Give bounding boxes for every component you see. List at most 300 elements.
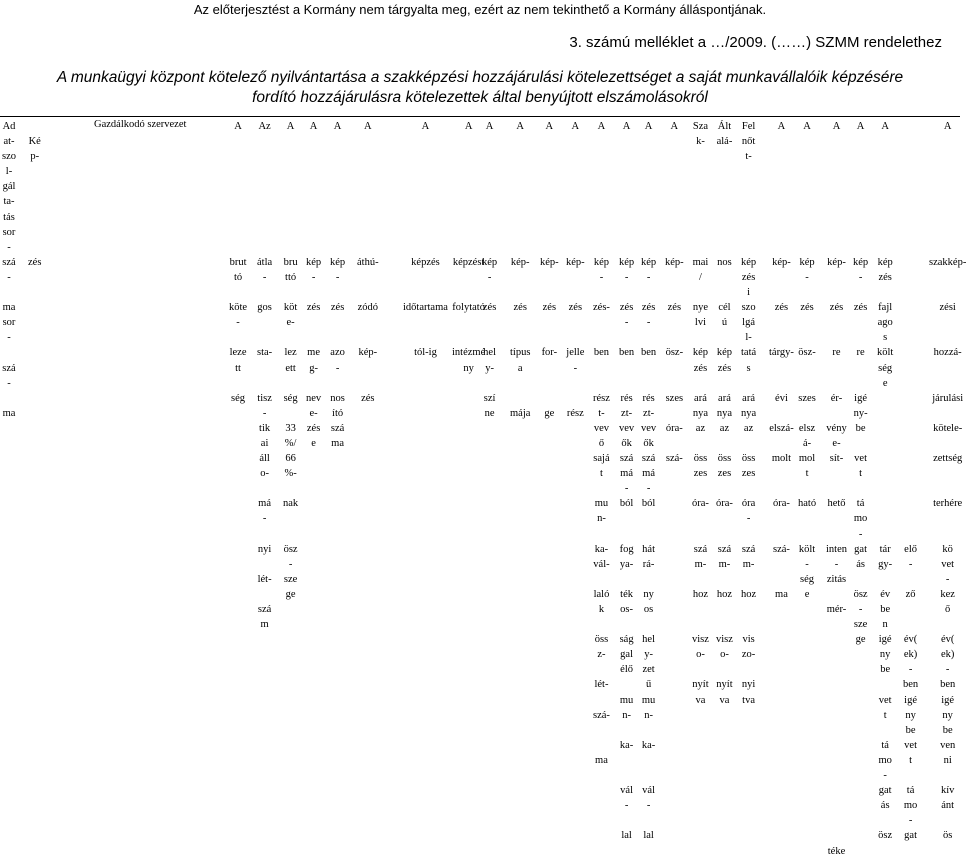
cell-text: - xyxy=(7,241,11,253)
cell-text xyxy=(619,723,634,738)
cell-text: tól-ig xyxy=(414,347,437,359)
cell-text: z- xyxy=(597,649,606,661)
cell-text: tik xyxy=(259,422,271,434)
table-column-22 xyxy=(798,119,816,602)
cell-text xyxy=(283,134,298,149)
cell-text: A xyxy=(516,121,524,132)
cell-text: szá xyxy=(2,256,16,268)
cell-text: tt xyxy=(235,362,241,374)
cell-text: má xyxy=(642,468,655,480)
cell-text: va xyxy=(719,694,730,706)
cell-text: molt xyxy=(771,453,792,465)
cell-text: költ xyxy=(877,347,894,359)
cell-text xyxy=(540,134,559,149)
cell-text xyxy=(403,179,448,194)
cell-text xyxy=(826,693,847,708)
cell-text xyxy=(665,134,684,149)
cell-text xyxy=(716,572,733,587)
cell-text: A xyxy=(622,121,631,132)
cell-text xyxy=(716,179,733,194)
cell-text: zés xyxy=(667,302,682,314)
cell-text: á- xyxy=(802,437,812,449)
cell-text xyxy=(619,225,634,240)
cell-text xyxy=(482,285,497,300)
table-column-0 xyxy=(2,119,16,421)
cell-text xyxy=(593,572,610,587)
cell-text xyxy=(853,481,868,496)
cell-text xyxy=(903,210,918,225)
cell-text xyxy=(903,602,918,617)
cell-text xyxy=(283,511,298,526)
cell-text: ő xyxy=(945,604,951,615)
cell-text: zitás xyxy=(826,573,847,585)
cell-text xyxy=(903,391,918,406)
cell-text xyxy=(510,149,530,164)
cell-text: p- xyxy=(30,151,40,163)
cell-text: lez xyxy=(284,347,297,359)
cell-text: ka- xyxy=(641,739,656,751)
cell-text xyxy=(641,572,656,587)
cell-text: sze xyxy=(283,573,298,585)
cell-text: ett xyxy=(285,362,296,374)
cell-text xyxy=(826,210,847,225)
table-column-16 xyxy=(641,119,656,844)
cell-text xyxy=(593,376,610,391)
cell-text xyxy=(593,285,610,300)
cell-text: Ált xyxy=(717,121,732,132)
cell-text: ago xyxy=(877,317,893,329)
cell-text xyxy=(257,164,272,179)
cell-text xyxy=(826,783,847,798)
cell-text xyxy=(769,361,794,376)
cell-text xyxy=(357,330,379,345)
cell-text xyxy=(566,240,585,255)
cell-text xyxy=(593,210,610,225)
cell-text: igé xyxy=(854,392,867,404)
cell-text xyxy=(692,527,709,542)
cell-text xyxy=(826,361,847,376)
cell-text xyxy=(903,179,918,194)
cell-text xyxy=(692,240,709,255)
cell-text: n- xyxy=(622,709,631,721)
cell-text: szá xyxy=(641,453,656,465)
cell-text: leze xyxy=(229,347,247,359)
cell-text xyxy=(826,179,847,194)
cell-text: e- xyxy=(309,407,318,419)
cell-text xyxy=(306,194,321,209)
cell-text: Ké xyxy=(28,136,41,148)
cell-text: az xyxy=(719,422,730,434)
cell-text: gat xyxy=(878,785,892,797)
cell-text xyxy=(929,617,966,632)
cell-text xyxy=(903,119,918,134)
cell-text xyxy=(306,376,321,391)
cell-text: zés xyxy=(28,256,42,268)
cell-text: - xyxy=(599,271,604,283)
cell-text xyxy=(929,225,966,240)
cell-text: 66 xyxy=(285,453,296,465)
cell-text xyxy=(665,149,684,164)
cell-text: nye xyxy=(692,302,709,314)
cell-text xyxy=(741,481,756,496)
cell-text: igé xyxy=(941,694,955,706)
cell-text: zés xyxy=(800,302,814,314)
cell-text: vev xyxy=(619,422,635,434)
cell-text xyxy=(716,511,733,526)
cell-text xyxy=(306,134,321,149)
cell-text: képzést xyxy=(452,256,485,268)
cell-text xyxy=(853,134,868,149)
cell-text xyxy=(566,164,585,179)
cell-text xyxy=(853,376,868,391)
cell-text xyxy=(619,179,634,194)
cell-text: ű xyxy=(645,679,652,691)
cell-text xyxy=(769,149,794,164)
cell-text xyxy=(257,376,272,391)
cell-text: zés xyxy=(306,422,321,434)
cell-text: időtartama xyxy=(403,302,448,314)
cell-text xyxy=(330,225,345,240)
cell-text xyxy=(619,677,634,692)
cell-text: / xyxy=(699,271,702,283)
cell-text: ösz xyxy=(853,588,868,600)
cell-text: mo xyxy=(903,800,918,812)
cell-text: A xyxy=(856,121,865,132)
cell-text: ny xyxy=(463,362,474,374)
cell-text: tisz xyxy=(257,392,272,404)
cell-text: - xyxy=(624,317,629,329)
cell-text xyxy=(510,270,530,285)
cell-text xyxy=(619,330,634,345)
cell-text xyxy=(716,164,733,179)
cell-text xyxy=(826,481,847,496)
cell-text xyxy=(330,194,345,209)
cell-text: szá- xyxy=(665,453,683,465)
cell-text xyxy=(510,391,530,406)
cell-text: hozzá- xyxy=(933,347,962,359)
cell-text: zes xyxy=(693,468,708,480)
cell-text xyxy=(540,330,559,345)
cell-text: tá xyxy=(906,785,915,797)
cell-text: A xyxy=(421,121,430,132)
cell-text: év( xyxy=(940,634,955,646)
cell-text: tatá xyxy=(741,347,757,359)
cell-text xyxy=(692,210,709,225)
cell-text xyxy=(229,330,247,345)
cell-text xyxy=(769,240,794,255)
cell-text xyxy=(798,164,816,179)
cell-text xyxy=(28,376,41,391)
cell-text: lal xyxy=(621,830,632,842)
cell-text: tá xyxy=(881,739,889,751)
cell-text: áll xyxy=(259,453,270,465)
cell-text: óra- xyxy=(716,498,733,510)
cell-text xyxy=(798,225,816,240)
cell-text: - xyxy=(288,558,293,570)
cell-text xyxy=(593,240,610,255)
cell-text: lal xyxy=(643,830,654,842)
cell-text xyxy=(665,240,684,255)
cell-text xyxy=(2,285,16,300)
cell-text xyxy=(716,376,733,391)
cell-text xyxy=(566,270,585,285)
cell-text: A xyxy=(777,121,786,132)
cell-text: a xyxy=(517,362,523,374)
cell-text xyxy=(593,315,610,330)
cell-text xyxy=(566,315,585,330)
cell-text: ará xyxy=(694,392,707,404)
cell-text xyxy=(452,330,485,345)
cell-text xyxy=(593,225,610,240)
cell-text xyxy=(357,270,379,285)
cell-text xyxy=(798,194,816,209)
cell-text xyxy=(716,617,733,632)
cell-text xyxy=(769,436,794,451)
cell-text xyxy=(357,315,379,330)
cell-text xyxy=(257,179,272,194)
cell-text xyxy=(903,527,918,542)
cell-text xyxy=(452,149,485,164)
cell-text xyxy=(482,164,497,179)
cell-text xyxy=(741,617,756,632)
cell-text xyxy=(283,240,298,255)
cell-text: ma xyxy=(595,754,608,766)
cell-text: - xyxy=(624,483,629,495)
cell-text xyxy=(482,376,497,391)
cell-text xyxy=(929,436,966,451)
cell-text: fog xyxy=(619,543,634,555)
cell-text xyxy=(769,466,794,481)
cell-text: nak xyxy=(283,498,299,510)
cell-text: - xyxy=(858,271,863,283)
cell-text: - xyxy=(805,271,809,283)
cell-text xyxy=(903,376,918,391)
cell-text xyxy=(741,210,756,225)
cell-text xyxy=(257,134,272,149)
cell-text: hel xyxy=(483,347,496,359)
cell-text xyxy=(593,330,610,345)
cell-text xyxy=(306,149,321,164)
cell-text xyxy=(593,617,610,632)
cell-text xyxy=(826,632,847,647)
cell-text: A xyxy=(464,121,473,132)
cell-text xyxy=(798,361,816,376)
cell-text xyxy=(853,361,868,376)
cell-text xyxy=(903,361,918,376)
cell-text xyxy=(540,240,559,255)
cell-text xyxy=(877,406,893,421)
cell-text xyxy=(853,572,868,587)
table-column-21 xyxy=(769,119,794,602)
cell-text xyxy=(28,194,41,209)
cell-text xyxy=(716,194,733,209)
cell-text xyxy=(826,828,847,843)
cell-text xyxy=(593,723,610,738)
cell-text: n- xyxy=(644,709,653,721)
cell-text: l- xyxy=(745,332,752,344)
cell-text: má xyxy=(258,498,271,510)
header-organization: Gazdálkodó szervezet xyxy=(94,119,187,130)
cell-text xyxy=(798,527,816,542)
cell-text: ek) xyxy=(940,649,955,661)
cell-text xyxy=(665,179,684,194)
cell-text xyxy=(403,240,448,255)
cell-text: A xyxy=(881,121,889,132)
cell-text: zés xyxy=(774,302,789,314)
cell-text: zés xyxy=(741,271,756,283)
cell-text xyxy=(257,149,272,164)
cell-text: öss xyxy=(594,634,609,646)
cell-text: lét- xyxy=(594,679,609,691)
cell-text: be xyxy=(880,604,891,615)
cell-text xyxy=(452,194,485,209)
cell-text xyxy=(741,164,756,179)
cell-text xyxy=(929,240,966,255)
cell-text xyxy=(452,270,485,285)
table-column-24 xyxy=(853,119,868,647)
cell-text xyxy=(665,225,684,240)
cell-text xyxy=(877,481,893,496)
cell-text xyxy=(641,164,656,179)
cell-text: szo xyxy=(2,151,16,163)
table-column-26 xyxy=(903,119,918,844)
cell-text xyxy=(306,164,321,179)
cell-text: y- xyxy=(485,362,494,374)
cell-text xyxy=(306,210,321,225)
cell-text: évi xyxy=(775,392,788,404)
cell-text xyxy=(283,179,298,194)
cell-text: nya xyxy=(692,407,709,419)
cell-text xyxy=(853,179,868,194)
cell-text: m- xyxy=(718,558,731,570)
cell-text xyxy=(593,179,610,194)
cell-text xyxy=(510,376,530,391)
document-title: A munkaügyi központ kötelező nyilvántartása a szakképzési hozzájárulási kötelezettséget a saját munkavállalóik képzésére fordító hozzájárulásra kötelezettek által benyújtott elszámolásokról xyxy=(56,69,904,106)
cell-text: terhére xyxy=(933,498,963,510)
cell-text: e xyxy=(882,377,888,389)
cell-text xyxy=(929,194,966,209)
cell-text: kív xyxy=(940,785,955,797)
cell-text xyxy=(28,210,41,225)
cell-text xyxy=(903,496,918,511)
cell-text xyxy=(619,527,634,542)
cell-text: vev xyxy=(593,422,610,434)
cell-text: nyít xyxy=(716,679,733,691)
cell-text: vet xyxy=(941,558,955,570)
cell-text: vet xyxy=(854,453,867,465)
cell-text: - xyxy=(646,317,651,329)
cell-text: gat xyxy=(904,830,917,842)
cell-text: nev xyxy=(306,392,322,404)
cell-text xyxy=(540,164,559,179)
cell-text: ból xyxy=(619,498,634,510)
cell-text xyxy=(330,285,345,300)
cell-text xyxy=(330,149,345,164)
cell-text: kép xyxy=(482,256,498,268)
cell-text: sít- xyxy=(829,453,844,465)
cell-text xyxy=(28,225,41,240)
cell-text xyxy=(903,225,918,240)
cell-text xyxy=(619,240,634,255)
cell-text: zés xyxy=(542,302,557,314)
cell-text xyxy=(826,527,847,542)
cell-text: tva xyxy=(742,694,755,706)
cell-text xyxy=(826,587,847,602)
cell-text xyxy=(540,315,559,330)
cell-text xyxy=(357,361,379,376)
cell-text: óra- xyxy=(692,498,709,510)
cell-text: kép- xyxy=(540,256,559,268)
cell-text: ben xyxy=(940,679,956,691)
cell-text xyxy=(877,436,893,451)
cell-text: óra- xyxy=(772,498,790,510)
cell-text xyxy=(28,421,41,436)
cell-text: t xyxy=(909,754,913,766)
cell-text xyxy=(929,149,966,164)
cell-text: intézmé xyxy=(452,347,486,359)
cell-text: gos xyxy=(257,302,272,314)
cell-text: zés xyxy=(361,392,375,404)
cell-text: o- xyxy=(696,649,705,661)
cell-text xyxy=(929,813,966,828)
cell-text xyxy=(826,466,847,481)
cell-text: kez xyxy=(940,588,955,600)
cell-text: be xyxy=(942,724,953,736)
table-column-18 xyxy=(692,119,709,708)
cell-text: inten xyxy=(826,543,847,555)
cell-text xyxy=(716,149,733,164)
cell-text xyxy=(619,813,634,828)
cell-text xyxy=(826,813,847,828)
cell-text xyxy=(716,481,733,496)
cell-text: k xyxy=(598,604,605,615)
cell-text: - xyxy=(858,528,863,540)
cell-text xyxy=(330,240,345,255)
cell-text: ka- xyxy=(619,739,634,751)
cell-text: rész xyxy=(593,392,610,404)
cell-text xyxy=(929,406,966,421)
cell-text: %- xyxy=(284,468,297,480)
cell-text: kép xyxy=(799,256,815,268)
cell-text: ból xyxy=(641,498,656,510)
cell-text: nyi xyxy=(257,543,272,555)
cell-text: ny xyxy=(879,649,891,661)
cell-text xyxy=(28,164,41,179)
cell-text xyxy=(257,285,272,300)
cell-text: mu xyxy=(619,694,634,706)
cell-text xyxy=(593,149,610,164)
cell-text: ösz xyxy=(878,830,893,842)
cell-text: - xyxy=(262,271,267,283)
cell-text xyxy=(229,210,247,225)
cell-text: zes xyxy=(741,468,756,480)
cell-text: kép xyxy=(692,347,709,359)
cell-text xyxy=(482,225,497,240)
cell-text: ma xyxy=(775,588,788,600)
cell-text xyxy=(357,210,379,225)
cell-text xyxy=(929,134,966,149)
cell-text xyxy=(692,164,709,179)
cell-text xyxy=(566,225,585,240)
cell-text: vev xyxy=(641,422,657,434)
cell-text xyxy=(452,315,485,330)
cell-text: - xyxy=(858,604,863,615)
table-column-25 xyxy=(877,119,893,844)
cell-text: t xyxy=(883,709,887,721)
cell-text: - xyxy=(746,513,751,525)
cell-text xyxy=(566,149,585,164)
cell-text xyxy=(798,376,816,391)
